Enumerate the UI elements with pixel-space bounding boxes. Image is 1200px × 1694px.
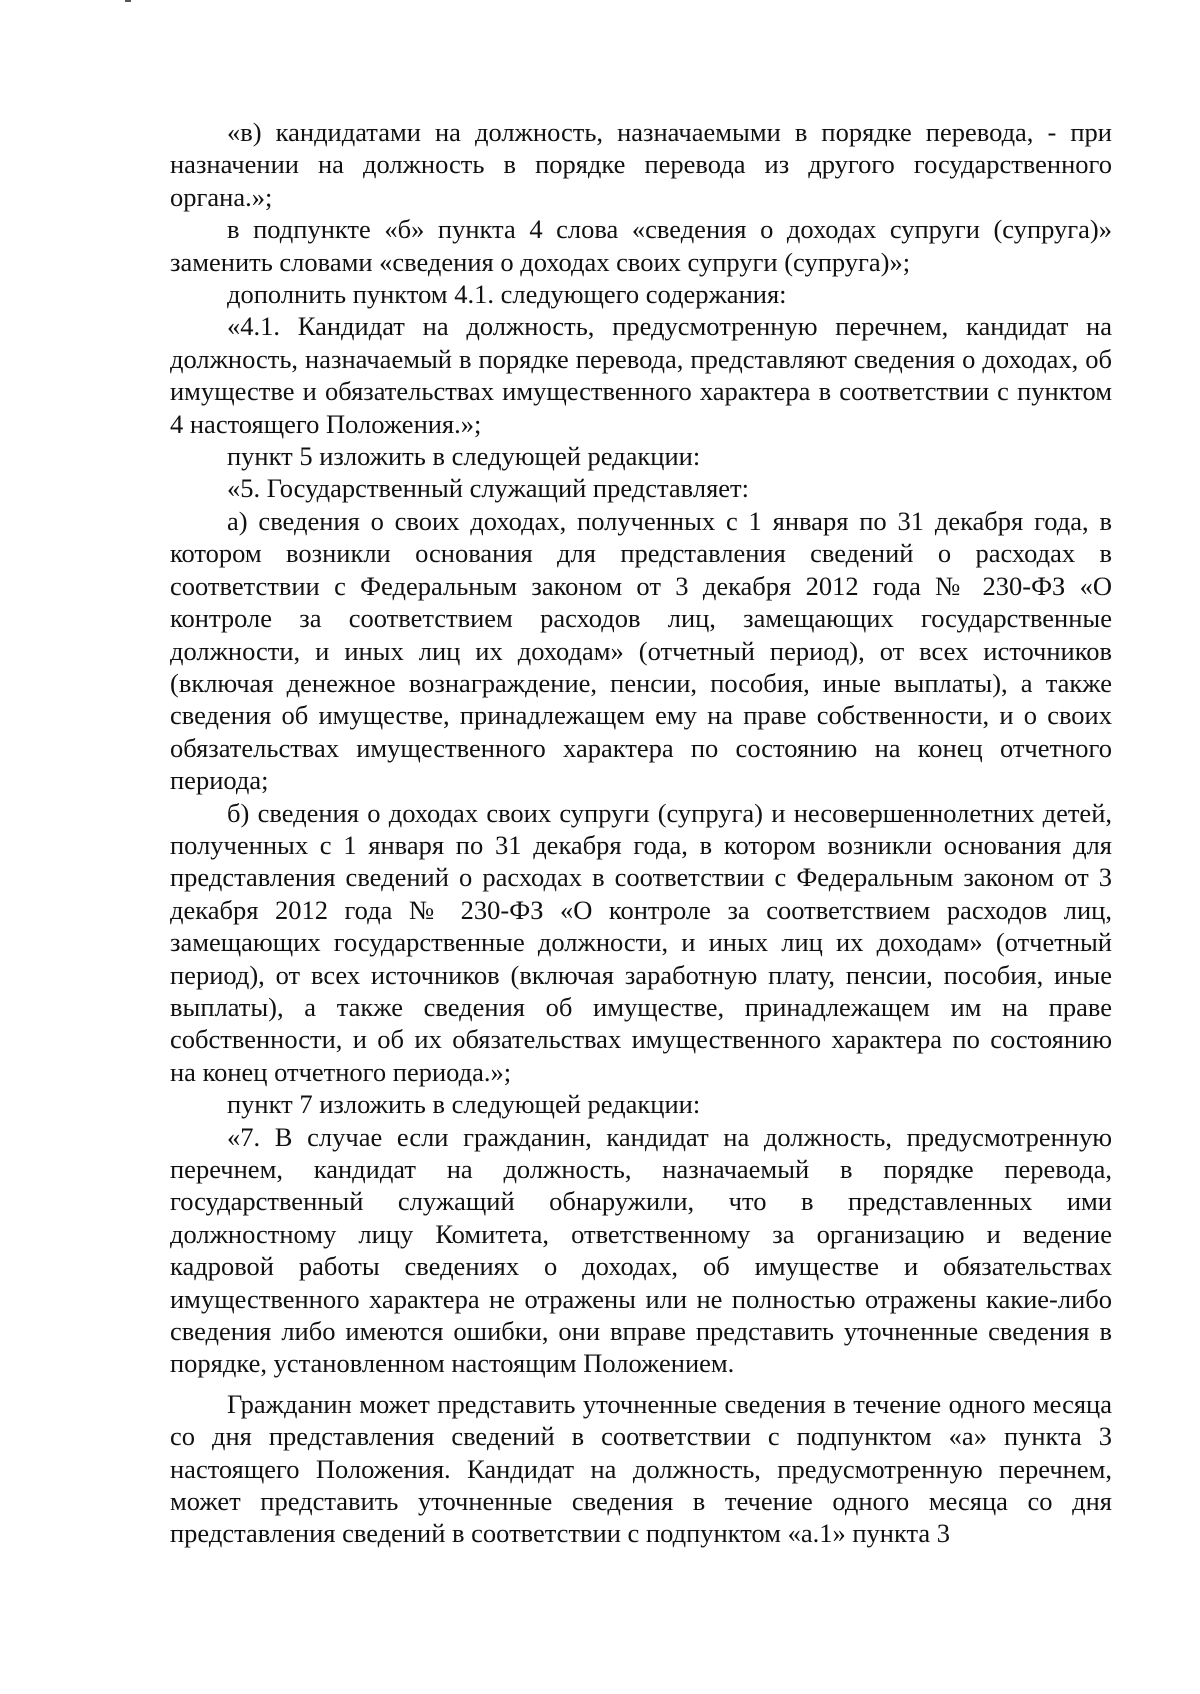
paragraph-point-5-heading: «5. Государственный служащий представляет: (227, 473, 749, 504)
document-body (170, 116, 1112, 1550)
paragraph-subpoint-b-amendment: в подпункте «б» пункта 4 слова «сведения о доходах супруги (супруга)» заменить словами «сведения о доходах своих супруги (супруга)»; (170, 214, 1112, 277)
paragraph-point-4-1-text: «4.1. Кандидат на должность, предусмотренную перечнем, кандидат на должность, назначаемый в порядке перевода, представляют сведения о доходах, об имуществе и обязательствах имущественного характера в соответствии с пунктом 4 настоящего Положения.»; (170, 311, 1112, 439)
paragraph-clarified-info-deadline: Гражданин может представить уточненные сведения в течение одного месяца со дня представления сведений в соответствии с подпунктом «а» пункта 3 настоящего Положения. Кандидат на должность, предусмотренную перечнем, может представить уточненные сведения в течение одного месяца со дня представления сведений в соответствии с подпунктом «а.1» пункта 3 (170, 1388, 1112, 1549)
paragraph-point-5-b: б) сведения о доходах своих супруги (супруга) и несовершеннолетних детей, полученных с 1 января по 31 декабря года, в котором возникли основания для представления сведений о расходах в соответствии с Федеральным законом от 3 декабря 2012 года № 230-ФЗ «О контроле за соответствием расходов лиц, замещающих государственные должности, и иных лиц их доходам» (отчетный период), от всех источников (включая заработную плату, пенсии, пособия, иные выплаты), а также сведения об имуществе, принадлежащем им на праве собственности, и об их обязательствах имущественного характера по состоянию на конец отчетного периода.»; (170, 797, 1112, 1087)
scan-artifact-mark (125, 0, 131, 2)
paragraph-add-point-4-1: дополнить пунктом 4.1. следующего содержания: (227, 279, 787, 310)
paragraph-point-7-text: «7. В случае если гражданин, кандидат на должность, предусмотренную перечнем, кандидат на должность, назначаемый в порядке перевода, государственный служащий обнаружили, что в представленных ими должностному лицу Комитета, ответственному за организацию и ведение кадровой работы сведениях о доходах, об имуществе и обязательствах имущественного характера не отражены или не полностью отражены какие-либо сведения либо имеются ошибки, они вправе представить уточненные сведения в порядке, установленном настоящим Положением. (170, 1121, 1112, 1379)
paragraph-candidates-transfer: «в) кандидатами на должность, назначаемыми в порядке перевода, - при назначении на должность в порядке перевода из другого государственного органа.»; (170, 117, 1112, 212)
paragraph-point-5-intro: пункт 5 изложить в следующей редакции: (227, 441, 701, 472)
paragraph-point-5-a: а) сведения о своих доходах, полученных с 1 января по 31 декабря года, в котором возникли основания для представления сведений о расходах в соответствии с Федеральным законом от 3 декабря 2012 года № 230-ФЗ «О контроле за соответствием расходов лиц, замещающих государственные должности, и иных лиц их доходам» (отчетный период), от всех источников (включая денежное вознаграждение, пенсии, пособия, иные выплаты), а также сведения об имуществе, принадлежащем ему на праве собственности, и о своих обязательствах имущественного характера по состоянию на конец отчетного периода; (170, 505, 1112, 796)
paragraph-point-7-intro: пункт 7 изложить в следующей редакции: (227, 1089, 701, 1120)
